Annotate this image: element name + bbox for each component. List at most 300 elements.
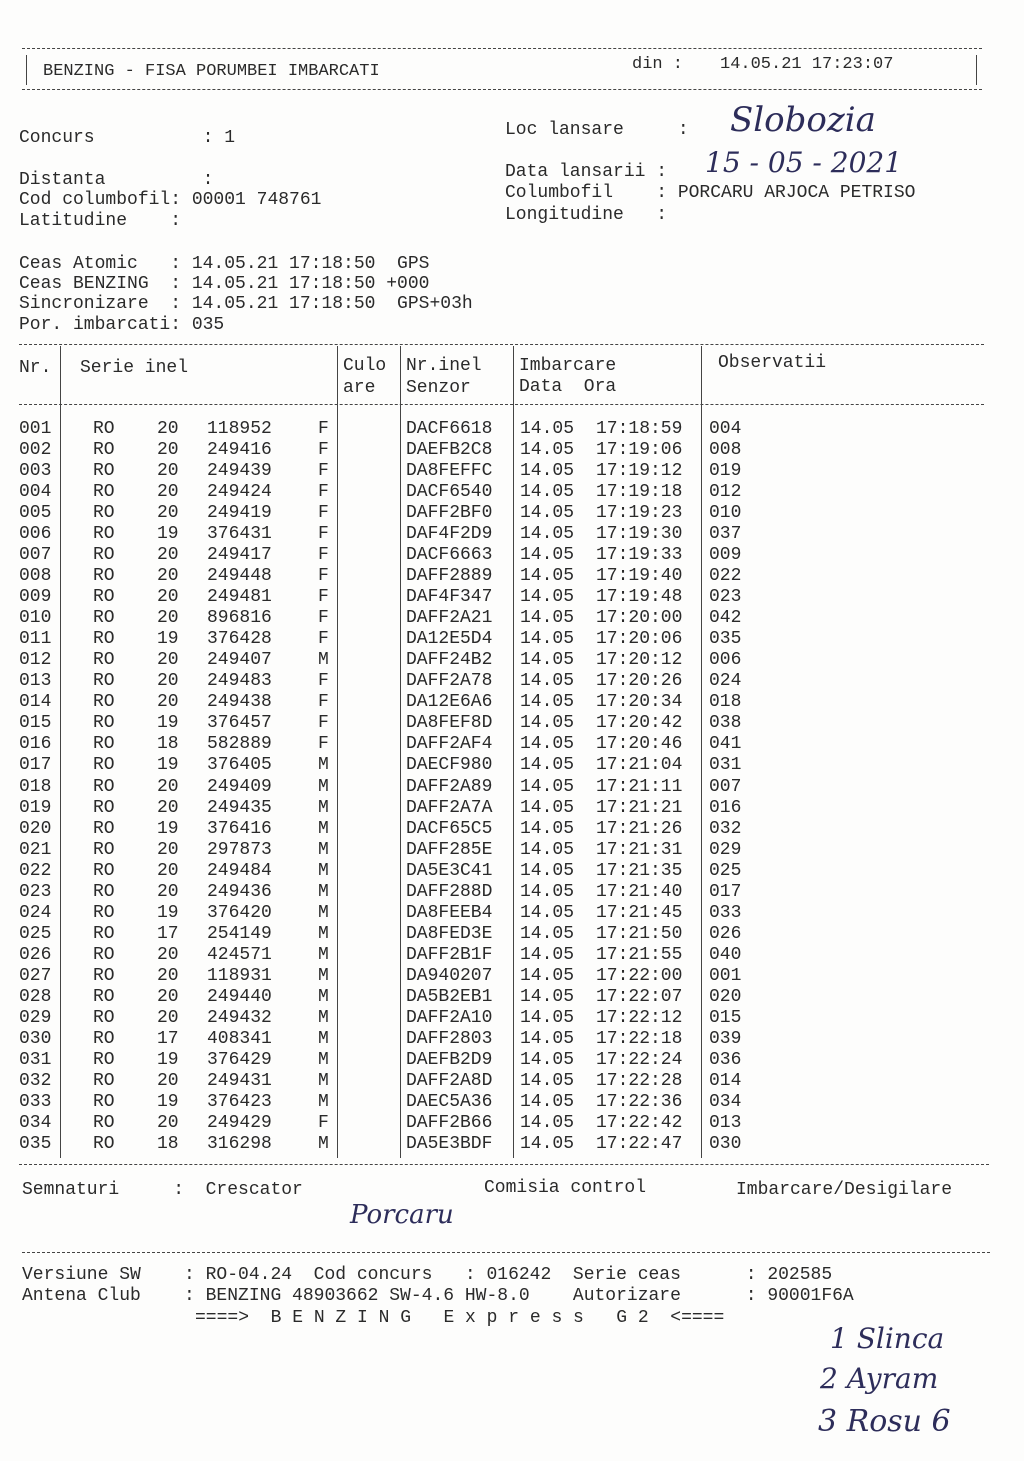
row-observatii: 030: [709, 1134, 742, 1155]
crescator-signature: Porcaru: [350, 1200, 454, 1230]
row-observatii: 007: [709, 776, 742, 797]
row-time: 17:19:30: [596, 524, 683, 545]
row-sex: M: [318, 797, 329, 818]
table-row: [0, 1071, 1024, 1092]
row-year: 19: [157, 1049, 179, 1070]
table-row: [0, 587, 1024, 608]
row-country: RO: [93, 566, 115, 587]
row-year: 19: [157, 1091, 179, 1112]
row-country: RO: [93, 755, 115, 776]
col-header-culo: Culo: [343, 356, 387, 376]
row-date: 14.05: [520, 692, 575, 713]
row-country: RO: [93, 860, 115, 881]
row-sex: F: [318, 734, 329, 755]
row-nr: 028: [19, 986, 52, 1007]
row-country: RO: [93, 1134, 115, 1155]
footer-line-antena: Antena Club : BENZING 48903662 SW-4.6 HW-8.0 Autorizare : 90001F6A: [22, 1286, 854, 1306]
row-observatii: 009: [709, 545, 742, 566]
col-header-observatii: Observatii: [718, 353, 827, 373]
table-row: [0, 629, 1024, 650]
row-time: 17:21:55: [596, 944, 683, 965]
row-observatii: 023: [709, 587, 742, 608]
row-year: 19: [157, 524, 179, 545]
cod-columbofil-field: Cod columbofil: 00001 748761: [19, 190, 322, 210]
row-sex: M: [318, 1134, 329, 1155]
row-time: 17:20:46: [596, 734, 683, 755]
row-time: 17:21:04: [596, 755, 683, 776]
row-ring: 249484: [207, 860, 272, 881]
row-sensor: DAFF2B66: [406, 1112, 493, 1133]
row-sensor: DA12E6A6: [406, 692, 493, 713]
row-year: 20: [157, 440, 179, 461]
row-observatii: 042: [709, 608, 742, 629]
row-country: RO: [93, 692, 115, 713]
row-country: RO: [93, 1049, 115, 1070]
comisia-control-label: Comisia control: [484, 1178, 647, 1198]
row-year: 20: [157, 461, 179, 482]
table-row: [0, 1029, 1024, 1050]
handwritten-note-3: 3 Rosu 6: [818, 1404, 951, 1439]
row-sex: F: [318, 419, 329, 439]
row-observatii: 025: [709, 860, 742, 881]
row-date: 14.05: [520, 545, 575, 566]
row-year: 17: [157, 1028, 179, 1049]
sincronizare-field: Sincronizare : 14.05.21 17:18:50 GPS+03h: [19, 294, 473, 314]
row-year: 20: [157, 860, 179, 881]
row-observatii: 012: [709, 482, 742, 503]
row-observatii: 024: [709, 671, 742, 692]
row-nr: 002: [19, 440, 52, 461]
row-date: 14.05: [520, 566, 575, 587]
row-sex: M: [318, 755, 329, 776]
row-sensor: DAEFB2D9: [406, 1049, 493, 1070]
row-observatii: 037: [709, 524, 742, 545]
row-observatii: 031: [709, 755, 742, 776]
table-row: [0, 987, 1024, 1008]
row-sensor: DA940207: [406, 965, 493, 986]
row-observatii: 001: [709, 965, 742, 986]
row-date: 14.05: [520, 1007, 575, 1028]
table-row: [0, 945, 1024, 966]
row-ring: 376423: [207, 1091, 272, 1112]
row-ring: 376431: [207, 524, 272, 545]
row-ring: 249417: [207, 545, 272, 566]
table-row: [0, 524, 1024, 545]
row-time: 17:21:26: [596, 818, 683, 839]
row-date: 14.05: [520, 482, 575, 503]
table-row: [0, 903, 1024, 924]
row-sensor: DAFF2A21: [406, 608, 493, 629]
row-country: RO: [93, 944, 115, 965]
row-observatii: 039: [709, 1028, 742, 1049]
col-header-senzor: Senzor: [406, 378, 471, 398]
row-nr: 029: [19, 1007, 52, 1028]
header-border-left: [26, 55, 27, 85]
din-label: din :: [632, 55, 684, 74]
row-date: 14.05: [520, 419, 575, 439]
row-ring: 376416: [207, 818, 272, 839]
row-nr: 014: [19, 692, 52, 713]
row-time: 17:21:11: [596, 776, 683, 797]
row-date: 14.05: [520, 944, 575, 965]
row-observatii: 017: [709, 881, 742, 902]
row-time: 17:21:50: [596, 923, 683, 944]
table-row: [0, 419, 1024, 440]
row-date: 14.05: [520, 902, 575, 923]
row-time: 17:19:23: [596, 503, 683, 524]
row-nr: 031: [19, 1049, 52, 1070]
row-date: 14.05: [520, 776, 575, 797]
row-sensor: DAFF2BF0: [406, 503, 493, 524]
row-sex: F: [318, 440, 329, 461]
header-border-bottom: [22, 89, 982, 90]
row-observatii: 018: [709, 692, 742, 713]
row-ring: 249436: [207, 881, 272, 902]
row-year: 20: [157, 650, 179, 671]
row-observatii: 022: [709, 566, 742, 587]
table-row: [0, 1113, 1024, 1134]
row-ring: 297873: [207, 839, 272, 860]
row-observatii: 015: [709, 1007, 742, 1028]
row-nr: 024: [19, 902, 52, 923]
row-observatii: 029: [709, 839, 742, 860]
row-time: 17:19:18: [596, 482, 683, 503]
row-nr: 009: [19, 587, 52, 608]
imbarcare-desigilare-label: Imbarcare/Desigilare: [736, 1180, 953, 1200]
row-country: RO: [93, 587, 115, 608]
row-nr: 007: [19, 545, 52, 566]
row-date: 14.05: [520, 1049, 575, 1070]
row-observatii: 013: [709, 1112, 742, 1133]
row-nr: 008: [19, 566, 52, 587]
row-year: 20: [157, 776, 179, 797]
row-sensor: DAEFB2C8: [406, 440, 493, 461]
row-ring: 376428: [207, 629, 272, 650]
row-year: 20: [157, 482, 179, 503]
loc-lansare-handwritten: Slobozia: [730, 100, 876, 140]
table-border-bottom: [19, 1164, 989, 1165]
row-sensor: DACF6618: [406, 419, 493, 439]
row-date: 14.05: [520, 734, 575, 755]
row-year: 19: [157, 902, 179, 923]
table-row: [0, 819, 1024, 840]
row-sex: M: [318, 986, 329, 1007]
row-sex: M: [318, 839, 329, 860]
row-sex: F: [318, 671, 329, 692]
row-sensor: DA5E3BDF: [406, 1134, 493, 1155]
table-row: [0, 545, 1024, 566]
row-ring: 376405: [207, 755, 272, 776]
row-time: 17:19:33: [596, 545, 683, 566]
row-year: 20: [157, 1112, 179, 1133]
row-nr: 012: [19, 650, 52, 671]
row-nr: 016: [19, 734, 52, 755]
row-observatii: 035: [709, 629, 742, 650]
row-year: 18: [157, 1134, 179, 1155]
table-row: [0, 924, 1024, 945]
row-sex: M: [318, 818, 329, 839]
row-ring: 249431: [207, 1070, 272, 1091]
row-year: 20: [157, 671, 179, 692]
row-country: RO: [93, 986, 115, 1007]
row-sex: F: [318, 692, 329, 713]
row-country: RO: [93, 629, 115, 650]
row-country: RO: [93, 839, 115, 860]
footer-line-versiune: Versiune SW : RO-04.24 Cod concurs : 016242 Serie ceas : 202585: [22, 1265, 833, 1285]
row-country: RO: [93, 1091, 115, 1112]
row-nr: 020: [19, 818, 52, 839]
row-time: 17:22:47: [596, 1134, 683, 1155]
row-sex: F: [318, 461, 329, 482]
row-time: 17:22:07: [596, 986, 683, 1007]
row-time: 17:20:34: [596, 692, 683, 713]
row-nr: 013: [19, 671, 52, 692]
row-time: 17:21:21: [596, 797, 683, 818]
row-country: RO: [93, 818, 115, 839]
row-sex: M: [318, 650, 329, 671]
row-sex: M: [318, 881, 329, 902]
row-time: 17:22:12: [596, 1007, 683, 1028]
semnaturi-label: Semnaturi : Crescator: [22, 1180, 303, 1200]
row-ring: 408341: [207, 1028, 272, 1049]
row-country: RO: [93, 1070, 115, 1091]
footer-brand-line: ====> B E N Z I N G E x p r e s s G 2 <====: [195, 1308, 725, 1328]
table-header-border-bottom: [19, 404, 984, 405]
col-header-nr: Nr.: [19, 358, 52, 378]
table-header-border-top: [19, 344, 984, 345]
row-date: 14.05: [520, 818, 575, 839]
row-ring: 249483: [207, 671, 272, 692]
row-sex: M: [318, 1070, 329, 1091]
distanta-field: Distanta :: [19, 170, 214, 190]
row-date: 14.05: [520, 923, 575, 944]
latitudine-field: Latitudine :: [19, 211, 182, 231]
row-nr: 019: [19, 797, 52, 818]
longitudine-field: Longitudine :: [505, 205, 668, 225]
col-header-are: are: [343, 378, 376, 398]
row-time: 17:20:00: [596, 608, 683, 629]
row-time: 17:21:40: [596, 881, 683, 902]
row-ring: 118931: [207, 965, 272, 986]
row-date: 14.05: [520, 524, 575, 545]
row-ring: 118952: [207, 419, 272, 439]
row-sensor: DAFF24B2: [406, 650, 493, 671]
table-row: [0, 861, 1024, 882]
row-sensor: DAFF2A10: [406, 1007, 493, 1028]
row-nr: 027: [19, 965, 52, 986]
row-observatii: 040: [709, 944, 742, 965]
row-sex: M: [318, 860, 329, 881]
row-nr: 026: [19, 944, 52, 965]
table-row: [0, 1008, 1024, 1029]
row-time: 17:22:42: [596, 1112, 683, 1133]
row-sensor: DAFF285E: [406, 839, 493, 860]
header-border-right: [976, 55, 977, 85]
row-year: 20: [157, 1007, 179, 1028]
col-header-serie: Serie inel: [80, 358, 189, 378]
row-country: RO: [93, 608, 115, 629]
row-country: RO: [93, 1007, 115, 1028]
table-row: [0, 503, 1024, 524]
row-observatii: 026: [709, 923, 742, 944]
row-ring: 249439: [207, 461, 272, 482]
row-time: 17:19:40: [596, 566, 683, 587]
row-nr: 022: [19, 860, 52, 881]
loc-lansare-label: Loc lansare :: [505, 120, 689, 140]
row-observatii: 014: [709, 1070, 742, 1091]
row-sensor: DAFF2889: [406, 566, 493, 587]
row-country: RO: [93, 1112, 115, 1133]
row-sensor: DACF65C5: [406, 818, 493, 839]
row-ring: 249432: [207, 1007, 272, 1028]
table-row: [0, 461, 1024, 482]
row-time: 17:22:36: [596, 1091, 683, 1112]
row-year: 20: [157, 419, 179, 439]
row-sex: M: [318, 776, 329, 797]
row-year: 20: [157, 1070, 179, 1091]
row-date: 14.05: [520, 755, 575, 776]
row-year: 20: [157, 692, 179, 713]
row-year: 19: [157, 713, 179, 734]
row-sex: M: [318, 965, 329, 986]
row-date: 14.05: [520, 587, 575, 608]
row-sensor: DAEC5A36: [406, 1091, 493, 1112]
row-time: 17:20:12: [596, 650, 683, 671]
row-sensor: DA5E3C41: [406, 860, 493, 881]
row-sensor: DAFF2B1F: [406, 944, 493, 965]
col-header-nrinel: Nr.inel: [406, 356, 482, 376]
row-nr: 018: [19, 776, 52, 797]
row-nr: 004: [19, 482, 52, 503]
row-observatii: 038: [709, 713, 742, 734]
row-date: 14.05: [520, 440, 575, 461]
row-year: 17: [157, 923, 179, 944]
row-sex: F: [318, 524, 329, 545]
row-sensor: DA8FEFFC: [406, 461, 493, 482]
row-country: RO: [93, 965, 115, 986]
row-sensor: DAFF2A89: [406, 776, 493, 797]
row-date: 14.05: [520, 1028, 575, 1049]
table-row: [0, 1134, 1024, 1155]
row-ring: 582889: [207, 734, 272, 755]
row-date: 14.05: [520, 797, 575, 818]
row-sensor: DA8FEF8D: [406, 713, 493, 734]
row-sex: F: [318, 566, 329, 587]
row-sex: F: [318, 1112, 329, 1133]
row-ring: 376429: [207, 1049, 272, 1070]
row-sensor: DACF6540: [406, 482, 493, 503]
row-time: 17:22:24: [596, 1049, 683, 1070]
row-date: 14.05: [520, 461, 575, 482]
row-time: 17:22:00: [596, 965, 683, 986]
row-year: 18: [157, 734, 179, 755]
row-sex: F: [318, 713, 329, 734]
row-year: 20: [157, 944, 179, 965]
row-nr: 034: [19, 1112, 52, 1133]
row-nr: 015: [19, 713, 52, 734]
header-border-top: [22, 48, 982, 49]
row-ring: 249429: [207, 1112, 272, 1133]
row-observatii: 041: [709, 734, 742, 755]
row-year: 19: [157, 755, 179, 776]
row-sex: M: [318, 902, 329, 923]
data-lansarii-handwritten: 15 - 05 - 2021: [705, 146, 903, 179]
row-year: 20: [157, 503, 179, 524]
row-time: 17:21:35: [596, 860, 683, 881]
row-date: 14.05: [520, 965, 575, 986]
row-country: RO: [93, 776, 115, 797]
row-sex: F: [318, 482, 329, 503]
row-sensor: DAFF2A7A: [406, 797, 493, 818]
row-ring: 249424: [207, 482, 272, 503]
row-year: 20: [157, 797, 179, 818]
row-sex: F: [318, 587, 329, 608]
row-observatii: 036: [709, 1049, 742, 1070]
row-sex: M: [318, 923, 329, 944]
concurs-field: Concurs : 1: [19, 128, 236, 148]
row-ring: 254149: [207, 923, 272, 944]
handwritten-note-2: 2 Ayram: [820, 1362, 939, 1395]
row-ring: 249416: [207, 440, 272, 461]
row-date: 14.05: [520, 839, 575, 860]
row-year: 20: [157, 587, 179, 608]
row-nr: 003: [19, 461, 52, 482]
row-country: RO: [93, 503, 115, 524]
row-nr: 032: [19, 1070, 52, 1091]
row-date: 14.05: [520, 1070, 575, 1091]
row-year: 20: [157, 881, 179, 902]
row-observatii: 004: [709, 419, 742, 439]
row-country: RO: [93, 482, 115, 503]
row-sensor: DACF6663: [406, 545, 493, 566]
row-time: 17:20:26: [596, 671, 683, 692]
row-year: 20: [157, 608, 179, 629]
table-row: [0, 882, 1024, 903]
row-time: 17:19:12: [596, 461, 683, 482]
table-row: [0, 713, 1024, 734]
data-lansarii-label: Data lansarii :: [505, 162, 668, 182]
row-ring: 424571: [207, 944, 272, 965]
row-ring: 376457: [207, 713, 272, 734]
table-row: [0, 440, 1024, 461]
row-sex: M: [318, 1007, 329, 1028]
row-country: RO: [93, 1028, 115, 1049]
row-nr: 030: [19, 1028, 52, 1049]
row-time: 17:19:48: [596, 587, 683, 608]
row-country: RO: [93, 671, 115, 692]
table-row: [0, 482, 1024, 503]
row-year: 20: [157, 986, 179, 1007]
row-nr: 021: [19, 839, 52, 860]
row-nr: 006: [19, 524, 52, 545]
footer-divider: [22, 1252, 990, 1253]
row-ring: 249419: [207, 503, 272, 524]
row-date: 14.05: [520, 608, 575, 629]
row-ring: 316298: [207, 1134, 272, 1155]
table-row: [0, 734, 1024, 755]
row-sensor: DAF4F347: [406, 587, 493, 608]
row-ring: 896816: [207, 608, 272, 629]
row-time: 17:22:28: [596, 1070, 683, 1091]
table-row: [0, 755, 1024, 776]
table-row: [0, 566, 1024, 587]
columbofil-field: Columbofil : PORCARU ARJOCA PETRISO: [505, 183, 916, 203]
row-observatii: 033: [709, 902, 742, 923]
row-time: 17:20:42: [596, 713, 683, 734]
row-date: 14.05: [520, 986, 575, 1007]
ceas-benzing-field: Ceas BENZING : 14.05.21 17:18:50 +000: [19, 274, 430, 294]
row-sensor: DAFF2803: [406, 1028, 493, 1049]
